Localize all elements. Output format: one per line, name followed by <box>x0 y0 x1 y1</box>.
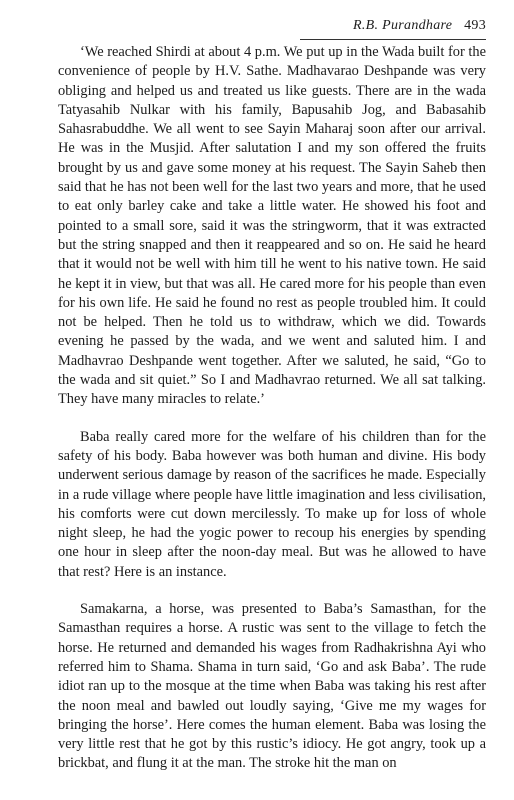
paragraph-3: Samakarna, a horse, was presented to Baba’s Samasthan, for the Samasthan requires a horse. A rustic was sent to the village to fetch the horse. He returned and demanded his wages from Radhakrishna Ayi who referred him to Shama. Shama in turn said, ‘Go and ask Baba’. The rude idiot ran up to the mosque at the time when Baba was taking his rest after the noon meal and bawled out loudly saying, ‘Give me my wages for bringing the horse’. Here comes the human element. Baba was losing the very little rest that he got by this rustic’s idiocy. He got angry, took up a brickbat, and flung it at the man. The stroke hit the man on <box>58 601 486 772</box>
header-rule <box>300 39 486 40</box>
paragraph-1: ‘We reached Shirdi at about 4 p.m. We put up in the Wada built for the convenience of people by H.V. Sathe. Madhavarao Deshpande was very obliging and helped us and treated us like guests. There are in the wada Tatyasahib Nulkar with his family, Bapusahib Jog, and Babasahib Sahasrabuddhe. We all went to see Sayin Maharaj soon after our arrival. He was in the Musjid. After salutation I and my son offered the fruits brought by us and gave some money at his request. The Sayin Saheb then said that he has not been well for the last two years and more, that he used to eat only barley cake and take a little water. He showed his foot and pointed to a small sore, said it was the stringworm, that it was extracted but the string snapped and then it reappeared and so on. He said he heard that it would not be well with him till he went to his native town. He said he kept it in view, but that was all. He cared more for his people than even for his own life. He said he found no rest as people troubled him. It could not be helped. Then he told us to withdraw, which we did. Towards evening he passed by the wada, and we went and saluted him. I and Madhavrao Deshpande went together. After we saluted, he said, “Go to the wada and sit quiet.” So I and Madhavrao returned. We all sat talking. They have many miracles to relate.’ <box>58 44 486 408</box>
body-text <box>58 43 486 792</box>
running-header-title: R.B. Purandhare <box>353 18 453 33</box>
paragraph-2: Baba really cared more for the welfare of his children than for the safety of his body. Baba however was both human and divine. His body underwent serious damage by reason of the sacrifices he made. Especially in a rude village where people have little imagination and less civilisation, his comforts were cut down mercilessly. To make up for loss of whole night sleep, he had the yogic power to recoup his energies by spending one hour in sleep after the noon-day meal. But was he allowed to have that rest? Here is an instance. <box>58 428 486 580</box>
page-number: 493 <box>464 18 486 33</box>
running-header <box>353 18 486 34</box>
